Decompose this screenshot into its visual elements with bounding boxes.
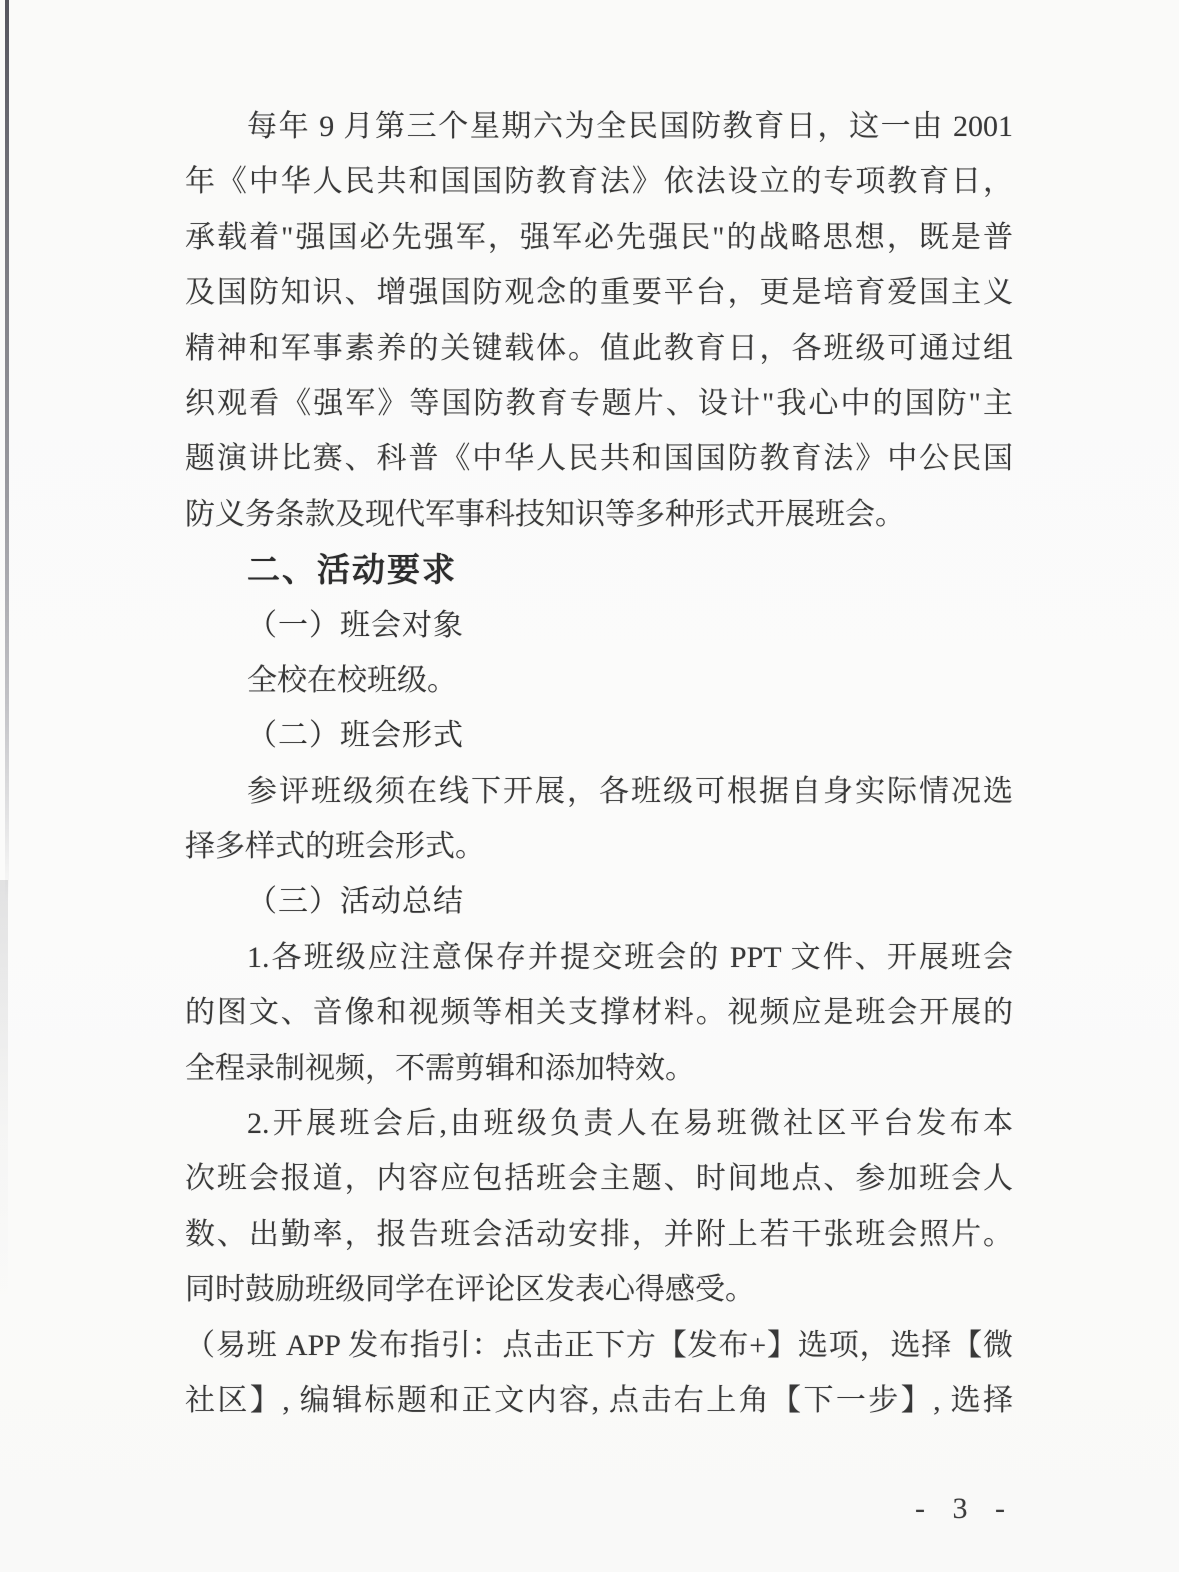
text-line: 参评班级须在线下开展，各班级可根据自身实际情况选 bbox=[247, 774, 1013, 808]
text-line: 及国防知识、增强国防观念的重要平台，更是培育爱国主义 bbox=[185, 276, 1013, 310]
text-line: 精神和军事素养的关键载体。值此教育日，各班级可通过组 bbox=[185, 331, 1013, 365]
text-line: 择多样式的班会形式。 bbox=[185, 830, 485, 864]
text-line: 全校在校班级。 bbox=[247, 663, 457, 697]
text-line: 1.各班级应注意保存并提交班会的 PPT 文件、开展班会 bbox=[247, 940, 1013, 974]
text-line: 每年 9 月第三个星期六为全民国防教育日，这一由 2001 bbox=[247, 110, 1013, 143]
text-line: 承载着"强国必先强军，强军必先强民"的战略思想，既是普 bbox=[185, 220, 1013, 254]
sub-heading-line: （一）班会对象 bbox=[247, 608, 464, 642]
text-line: （易班 APP 发布指引：点击正下方【发布+】选项，选择【微 bbox=[185, 1328, 1013, 1362]
sub-heading-line: （三）活动总结 bbox=[247, 885, 464, 919]
text-line: 的图文、音像和视频等相关支撑材料。视频应是班会开展的 bbox=[185, 996, 1013, 1030]
text-line: 社区】, 编辑标题和正文内容, 点击右上角【下一步】, 选择 bbox=[185, 1383, 1013, 1417]
text-line: 织观看《强军》等国防教育专题片、设计"我心中的国防"主 bbox=[185, 386, 1013, 420]
document-body bbox=[185, 99, 1013, 1428]
text-line: 数、出勤率，报告班会活动安排，并附上若干张班会照片。 bbox=[185, 1217, 1013, 1251]
text-line: 防义务条款及现代军事科技知识等多种形式开展班会。 bbox=[185, 497, 905, 531]
scan-edge-smudge bbox=[0, 880, 8, 1300]
section-heading: 二、活动要求 bbox=[247, 551, 457, 589]
text-line: 2.开展班会后,由班级负责人在易班微社区平台发布本 bbox=[247, 1107, 1013, 1141]
sub-heading-line: （二）班会形式 bbox=[247, 719, 464, 753]
scan-edge-artifact bbox=[5, 0, 9, 900]
text-line: 同时鼓励班级同学在评论区发表心得感受。 bbox=[185, 1273, 755, 1307]
page-number: - 3 - bbox=[915, 1492, 1015, 1525]
text-line: 次班会报道，内容应包括班会主题、时间地点、参加班会人 bbox=[185, 1162, 1013, 1196]
text-line: 年《中华人民共和国国防教育法》依法设立的专项教育日， bbox=[185, 165, 1013, 199]
text-line: 全程录制视频，不需剪辑和添加特效。 bbox=[185, 1051, 695, 1085]
text-line: 题演讲比赛、科普《中华人民共和国国防教育法》中公民国 bbox=[185, 442, 1013, 476]
